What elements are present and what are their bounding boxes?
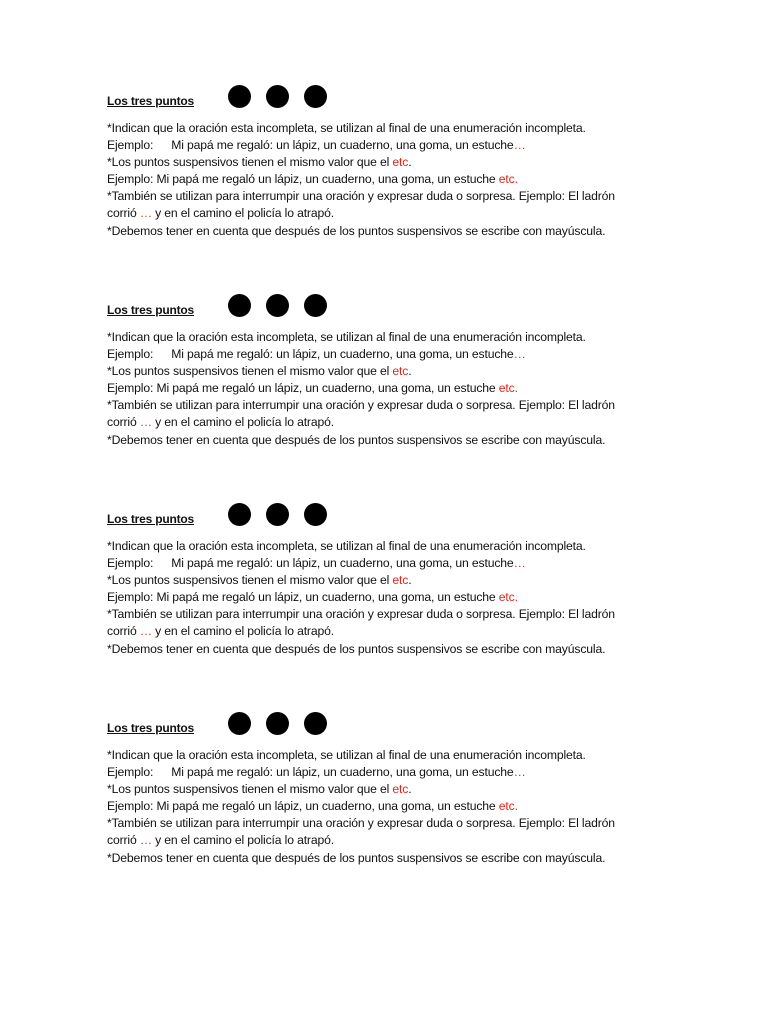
ellipsis-highlight: … [513, 556, 526, 571]
dot-icon [304, 503, 327, 526]
etc-highlight: etc [498, 381, 515, 396]
etc-example-text: Ejemplo: Mi papá me regaló un lápiz, un cuaderno, una goma, un estuche [107, 172, 499, 187]
interrupt-example-line [107, 205, 667, 222]
interrupt-rule-line: *También se utilizan para interrumpir una oración y expresar duda o sorpresa. Ejemplo: El ladrón [107, 816, 615, 831]
example-label: Ejemplo: [107, 347, 154, 362]
interrupt-end: y en el camino el policía lo atrapó. [151, 415, 334, 430]
ellipsis-highlight: … [139, 833, 152, 848]
etc-highlight: etc [498, 590, 515, 605]
example-line [107, 555, 667, 572]
dot-icon [228, 503, 251, 526]
ellipsis-highlight: … [513, 765, 526, 780]
example-text: Mi papá me regaló: un lápiz, un cuaderno, una goma, un estuche [171, 347, 514, 362]
interrupt-rule-line: *También se utilizan para interrumpir una oración y expresar duda o sorpresa. Ejemplo: El ladrón [107, 398, 615, 413]
definition-line: *Indican que la oración esta incompleta, se utilizan al final de una enumeración incompleta. [107, 121, 586, 135]
interrupt-example-line [107, 832, 667, 849]
etc-example-line [107, 589, 667, 606]
dot-icon [228, 294, 251, 317]
example-line [107, 764, 667, 781]
etc-highlight: etc [392, 573, 409, 588]
etc-example-text: Ejemplo: Mi papá me regaló un lápiz, un cuaderno, una goma, un estuche [107, 381, 499, 396]
etc-highlight: etc [392, 155, 409, 170]
interrupt-start: corrió [107, 833, 140, 848]
ellipsis-highlight: … [139, 624, 152, 639]
period: . [408, 573, 412, 588]
period: . [408, 782, 412, 797]
dot-icon [304, 294, 327, 317]
etc-rule-line [107, 363, 667, 380]
dot-icon [304, 85, 327, 108]
section-body [107, 538, 667, 658]
etc-highlight: etc [498, 799, 515, 814]
interrupt-rule-line: *También se utilizan para interrumpir una oración y expresar duda o sorpresa. Ejemplo: El ladrón [107, 607, 615, 622]
interrupt-end: y en el camino el policía lo atrapó. [151, 833, 334, 848]
dot-icon [266, 712, 289, 735]
interrupt-end: y en el camino el policía lo atrapó. [151, 624, 334, 639]
period: . [514, 172, 518, 187]
period: . [514, 590, 518, 605]
dot-icon [304, 712, 327, 735]
etc-example-text: Ejemplo: Mi papá me regaló un lápiz, un cuaderno, una goma, un estuche [107, 590, 499, 605]
ellipsis-highlight: … [513, 347, 526, 362]
example-text: Mi papá me regaló: un lápiz, un cuaderno, una goma, un estuche [171, 138, 514, 153]
example-line [107, 137, 667, 154]
capital-rule-line: *Debemos tener en cuenta que después de los puntos suspensivos se escribe con mayúscula. [107, 223, 606, 238]
example-text: Mi papá me regaló: un lápiz, un cuaderno, una goma, un estuche [171, 765, 514, 780]
ellipsis-highlight: … [513, 138, 526, 153]
etc-rule-text: *Los puntos suspensivos tienen el mismo valor que el [107, 364, 393, 379]
section-title: Los tres puntos [107, 512, 195, 526]
etc-rule-line [107, 572, 667, 589]
period: . [408, 155, 412, 170]
example-label: Ejemplo: [107, 138, 154, 153]
interrupt-start: corrió [107, 415, 140, 430]
etc-highlight: etc [392, 782, 409, 797]
interrupt-end: y en el camino el policía lo atrapó. [151, 206, 334, 221]
etc-example-line [107, 798, 667, 815]
definition-line: *Indican que la oración esta incompleta, se utilizan al final de una enumeración incompleta. [107, 539, 586, 553]
section-body [107, 120, 667, 240]
ellipsis-highlight: … [139, 206, 152, 221]
capital-rule-line: *Debemos tener en cuenta que después de los puntos suspensivos se escribe con mayúscula. [107, 850, 606, 865]
period: . [408, 364, 412, 379]
example-line [107, 346, 667, 363]
ellipsis-highlight: … [139, 415, 152, 430]
etc-rule-text: *Los puntos suspensivos tienen el mismo valor que el [107, 155, 393, 170]
etc-rule-text: *Los puntos suspensivos tienen el mismo valor que el [107, 782, 393, 797]
example-label: Ejemplo: [107, 765, 154, 780]
interrupt-rule-line: *También se utilizan para interrumpir una oración y expresar duda o sorpresa. Ejemplo: El ladrón [107, 189, 615, 204]
etc-highlight: etc [498, 172, 515, 187]
etc-rule-line [107, 781, 667, 798]
dot-icon [228, 712, 251, 735]
example-label: Ejemplo: [107, 556, 154, 571]
etc-highlight: etc [392, 364, 409, 379]
section-title: Los tres puntos [107, 303, 195, 317]
section-body [107, 747, 667, 867]
example-text: Mi papá me regaló: un lápiz, un cuaderno, una goma, un estuche [171, 556, 514, 571]
dot-icon [228, 85, 251, 108]
definition-line: *Indican que la oración esta incompleta, se utilizan al final de una enumeración incompleta. [107, 748, 586, 762]
definition-line: *Indican que la oración esta incompleta, se utilizan al final de una enumeración incompleta. [107, 330, 586, 344]
etc-example-text: Ejemplo: Mi papá me regaló un lápiz, un cuaderno, una goma, un estuche [107, 799, 499, 814]
section-title: Los tres puntos [107, 94, 195, 108]
period: . [514, 799, 518, 814]
interrupt-start: corrió [107, 624, 140, 639]
section-title: Los tres puntos [107, 721, 195, 735]
period: . [514, 381, 518, 396]
etc-rule-line [107, 154, 667, 171]
etc-rule-text: *Los puntos suspensivos tienen el mismo valor que el [107, 573, 393, 588]
capital-rule-line: *Debemos tener en cuenta que después de los puntos suspensivos se escribe con mayúscula. [107, 432, 606, 447]
section-body [107, 329, 667, 449]
etc-example-line [107, 380, 667, 397]
etc-example-line [107, 171, 667, 188]
interrupt-start: corrió [107, 206, 140, 221]
interrupt-example-line [107, 414, 667, 431]
dot-icon [266, 294, 289, 317]
capital-rule-line: *Debemos tener en cuenta que después de los puntos suspensivos se escribe con mayúscula. [107, 641, 606, 656]
interrupt-example-line [107, 623, 667, 640]
dot-icon [266, 503, 289, 526]
dot-icon [266, 85, 289, 108]
